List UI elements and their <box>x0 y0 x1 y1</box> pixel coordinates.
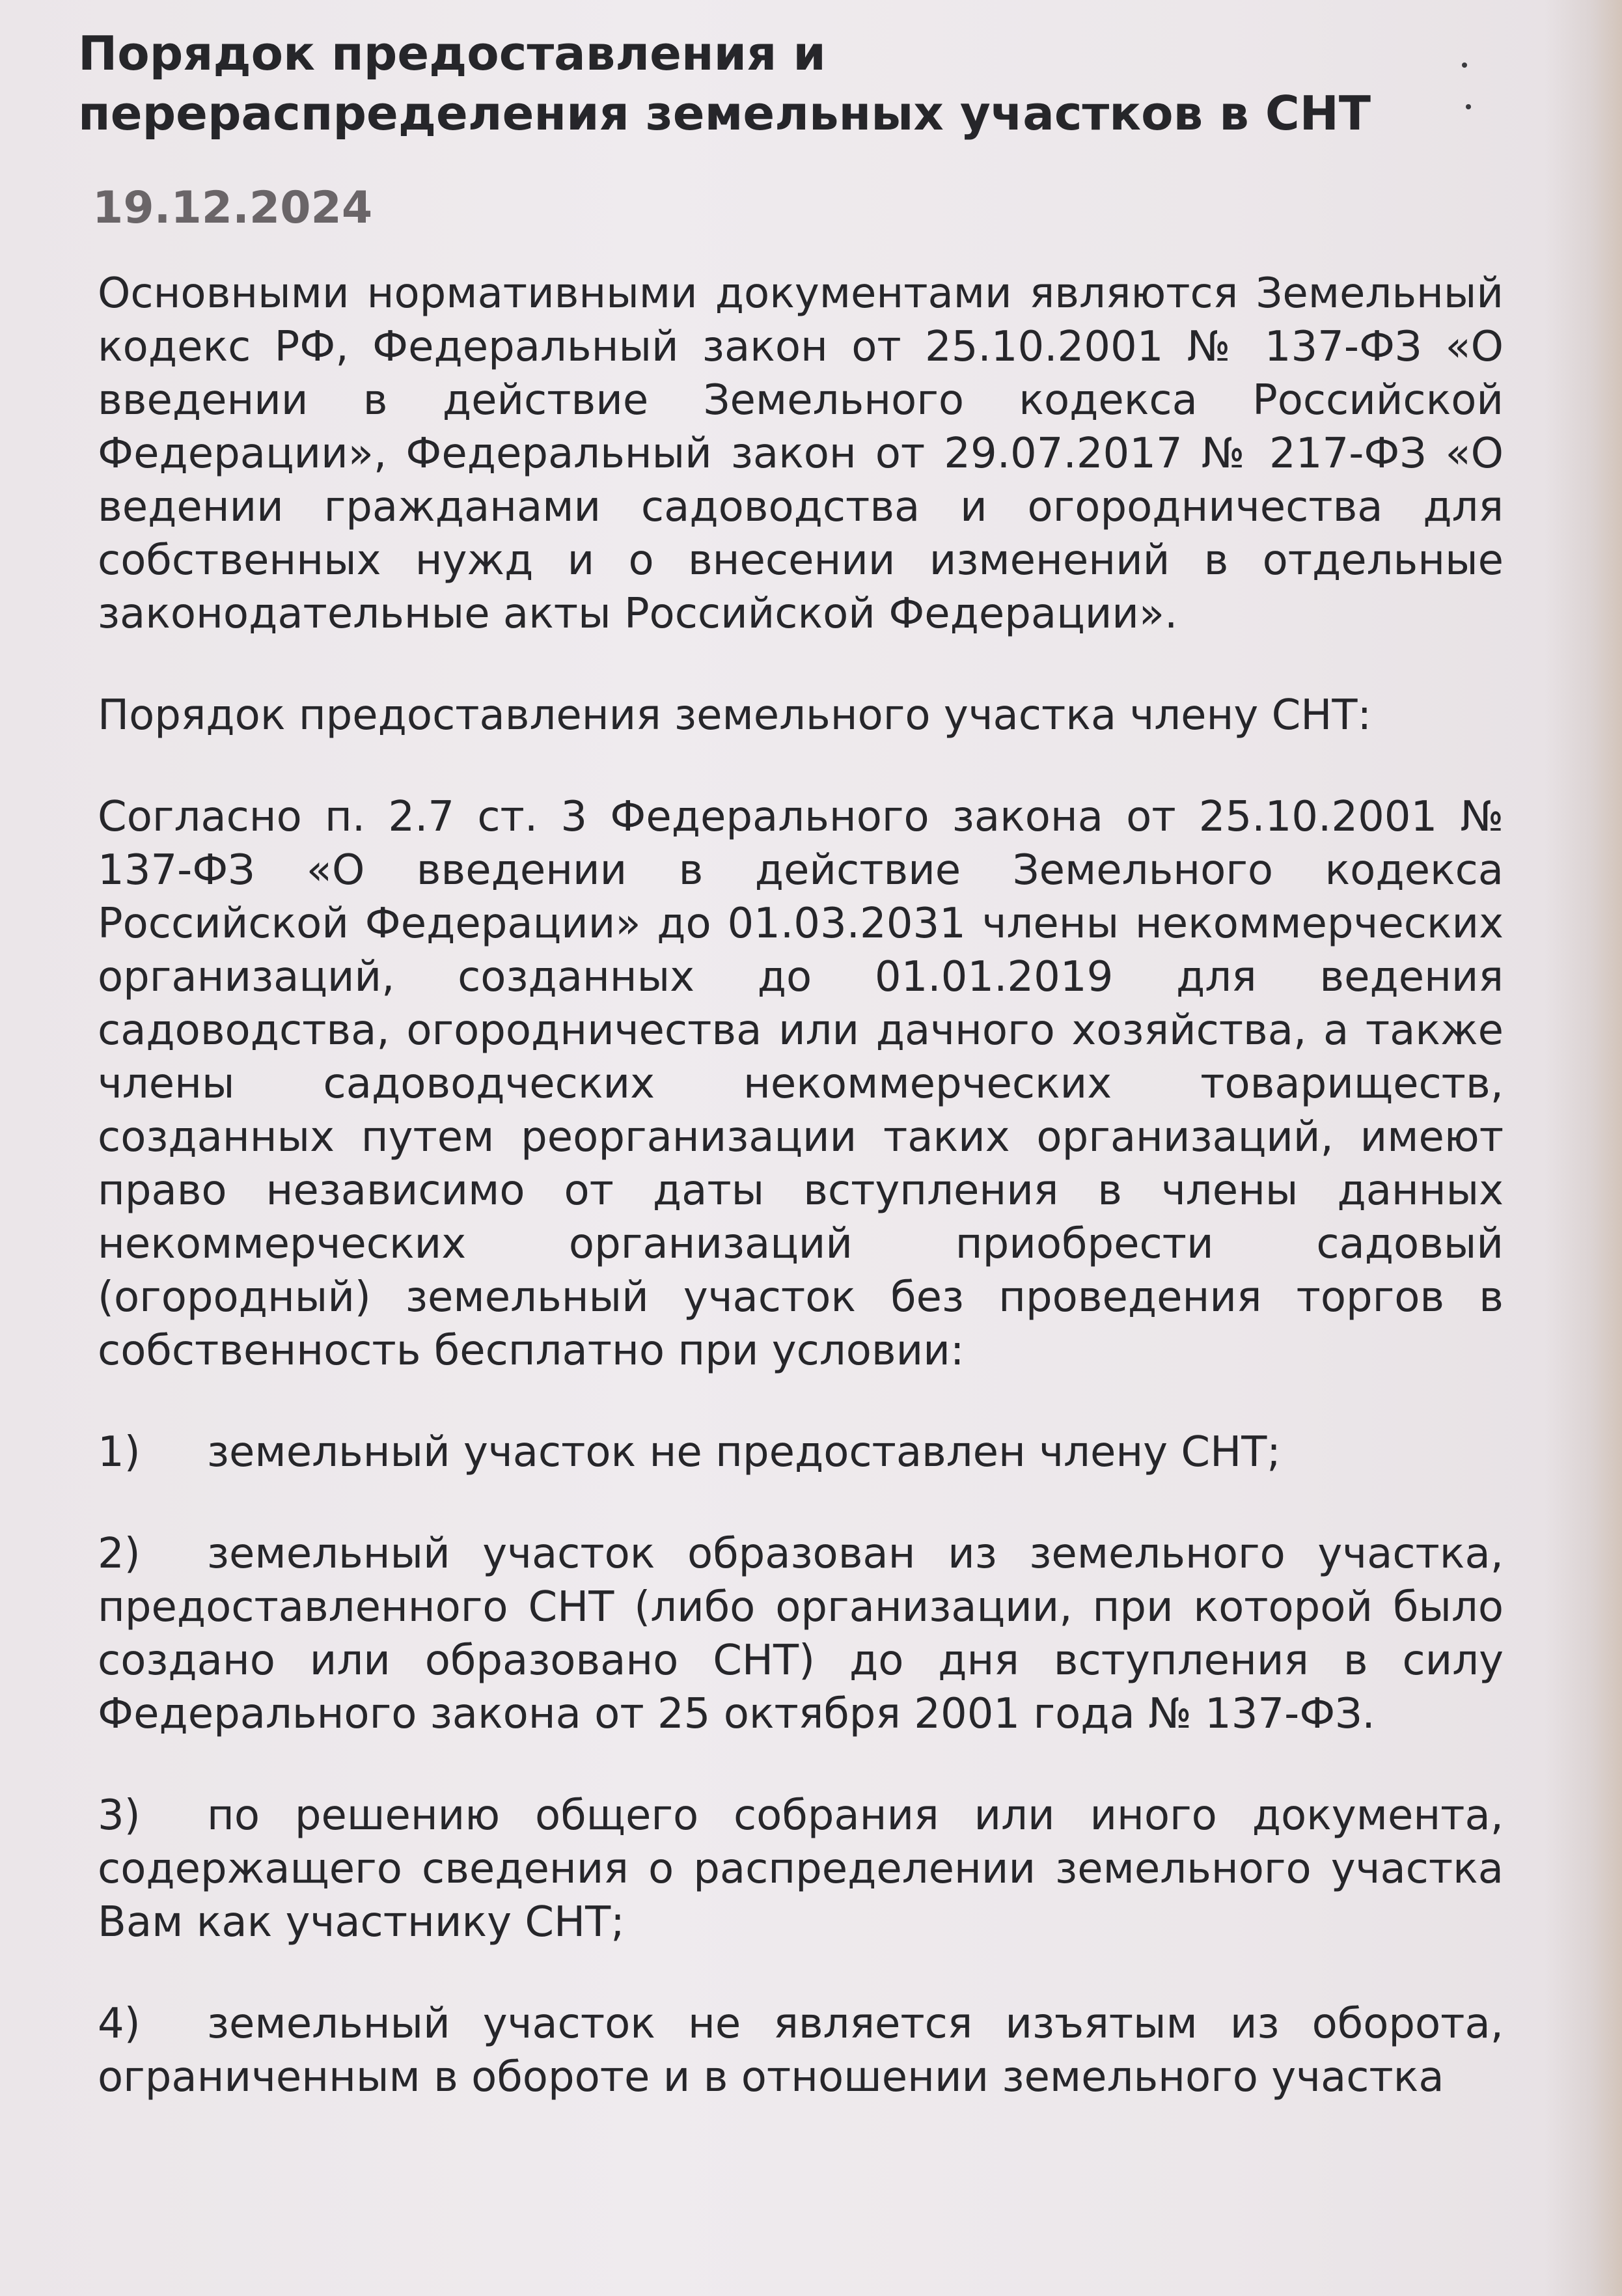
list-item-number: 3) <box>98 1791 141 1840</box>
document-body <box>98 267 1504 2152</box>
list-item <box>98 1789 1504 1949</box>
list-item-text: земельный участок образован из земельного участка, предоставленного СНТ (либо организации, при которой было создано или образовано СНТ) до дня вступления в силу Федерального закона от 25 октября 2001 года № 137-ФЗ. <box>98 1530 1504 1738</box>
list-item <box>98 1997 1504 2104</box>
list-item-number: 1) <box>98 1428 141 1476</box>
list-item-number: 4) <box>98 2000 141 2048</box>
section-heading: Порядок предоставления земельного участка члену СНТ: <box>98 691 1372 740</box>
margin-mark <box>1462 62 1467 68</box>
list-item <box>98 1527 1504 1741</box>
section-paragraph: Согласно п. 2.7 ст. 3 Федерального закона от 25.10.2001 № 137-ФЗ «О введении в действие Земельного кодекса Российской Федерации» до 01.03.2031 члены некоммерческих организаций, созданных до 01.01.2019 для ведения садоводства, огородничества или дачного хозяйства, а также члены садоводческих некоммерческих товариществ, созданных путем реорганизации таких организаций, имеют право независимо от даты вступления в члены данных некоммерческих организаций приобрести садовый (огородный) земельный участок без проведения торгов в собственность бесплатно при условии: <box>98 793 1504 1375</box>
list-item-text: земельный участок не является изъятым из оборота, ограниченным в обороте и в отношении земельного участка <box>98 2000 1504 2101</box>
list-item-number: 2) <box>98 1530 141 1578</box>
publication-date: 19.12.2024 <box>92 182 373 234</box>
intro-paragraph: Основными нормативными документами являются Земельный кодекс РФ, Федеральный закон от 25.10.2001 № 137-ФЗ «О введении в действие Земельного кодекса Российской Федерации», Федеральный закон от 29.07.2017 № 217-ФЗ «О ведении гражданами садоводства и огородничества для собственных нужд и о внесении изменений в отдельные законодательные акты Российской Федерации». <box>98 270 1504 638</box>
list-item-text: по решению общего собрания или иного документа, содержащего сведения о распределении земельного участка Вам как участнику СНТ; <box>98 1791 1504 1946</box>
page-edge-shadow <box>1544 0 1622 2296</box>
page-title: Порядок предоставления и перераспределения земельных участков в СНТ <box>78 26 1371 141</box>
list-item <box>98 1426 1504 1479</box>
list-item-text: земельный участок не предоставлен члену СНТ; <box>207 1428 1281 1476</box>
margin-mark <box>1466 104 1471 109</box>
